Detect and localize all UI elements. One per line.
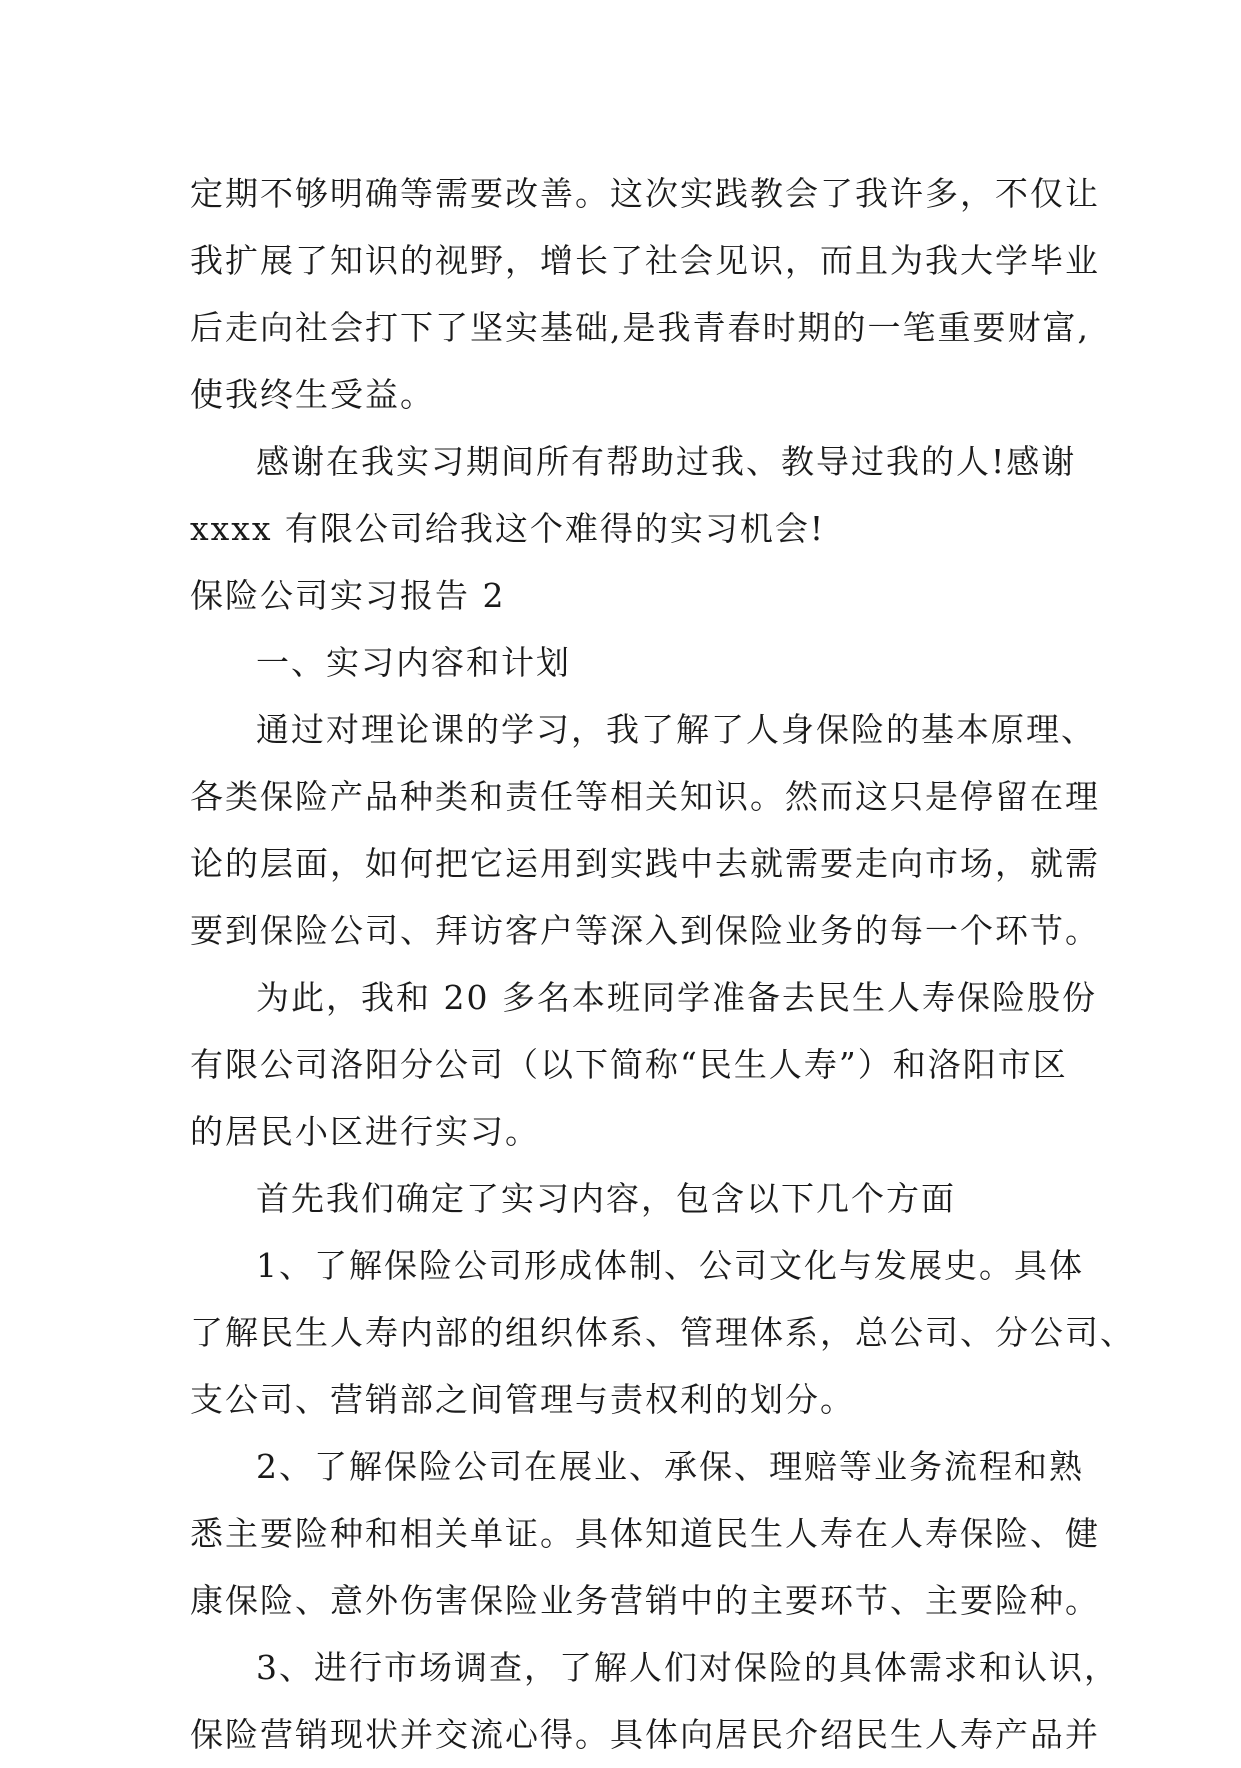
text-line: 了解民生人寿内部的组织体系、管理体系，总公司、分公司、 xyxy=(190,1313,1135,1352)
text-line: 一、实习内容和计划 xyxy=(256,643,571,682)
text-line: 定期不够明确等需要改善。这次实践教会了我许多，不仅让 xyxy=(190,174,1100,213)
text-line: 悉主要险种和相关单证。具体知道民生人寿在人寿保险、健 xyxy=(190,1514,1100,1553)
text-line: 感谢在我实习期间所有帮助过我、教导过我的人!感谢 xyxy=(256,442,1077,481)
text-line: 要到保险公司、拜访客户等深入到保险业务的每一个环节。 xyxy=(190,911,1100,950)
text-line: 我扩展了知识的视野，增长了社会见识，而且为我大学毕业 xyxy=(190,241,1100,280)
text-line: 支公司、营销部之间管理与责权利的划分。 xyxy=(190,1380,855,1419)
text-line: 为此，我和 20 多名本班同学准备去民生人寿保险股份 xyxy=(256,978,1097,1017)
text-line: 康保险、意外伤害保险业务营销中的主要环节、主要险种。 xyxy=(190,1581,1100,1620)
text-line: 3、进行市场调查，了解人们对保险的具体需求和认识， xyxy=(256,1648,1119,1687)
text-line: 保险公司实习报告 2 xyxy=(190,576,506,615)
text-line: 的居民小区进行实习。 xyxy=(190,1112,540,1151)
text-line: 2、了解保险公司在展业、承保、理赔等业务流程和熟 xyxy=(256,1447,1084,1486)
text-line: 使我终生受益。 xyxy=(190,375,435,414)
text-line: 有限公司洛阳分公司（以下简称“民生人寿”）和洛阳市区 xyxy=(190,1045,1068,1084)
text-line: 通过对理论课的学习，我了解了人身保险的基本原理、 xyxy=(256,710,1096,749)
text-line: 首先我们确定了实习内容，包含以下几个方面 xyxy=(256,1179,956,1218)
text-line: 各类保险产品种类和责任等相关知识。然而这只是停留在理 xyxy=(190,777,1100,816)
text-line: 论的层面，如何把它运用到实践中去就需要走向市场，就需 xyxy=(190,844,1100,883)
text-line: 1、了解保险公司形成体制、公司文化与发展史。具体 xyxy=(256,1246,1084,1285)
document-body xyxy=(190,160,1135,1768)
text-line: xxxx 有限公司给我这个难得的实习机会! xyxy=(190,509,826,548)
text-line: 保险营销现状并交流心得。具体向居民介绍民生人寿产品并 xyxy=(190,1715,1100,1754)
text-line: 后走向社会打下了坚实基础,是我青春时期的一笔重要财富, xyxy=(190,308,1090,347)
